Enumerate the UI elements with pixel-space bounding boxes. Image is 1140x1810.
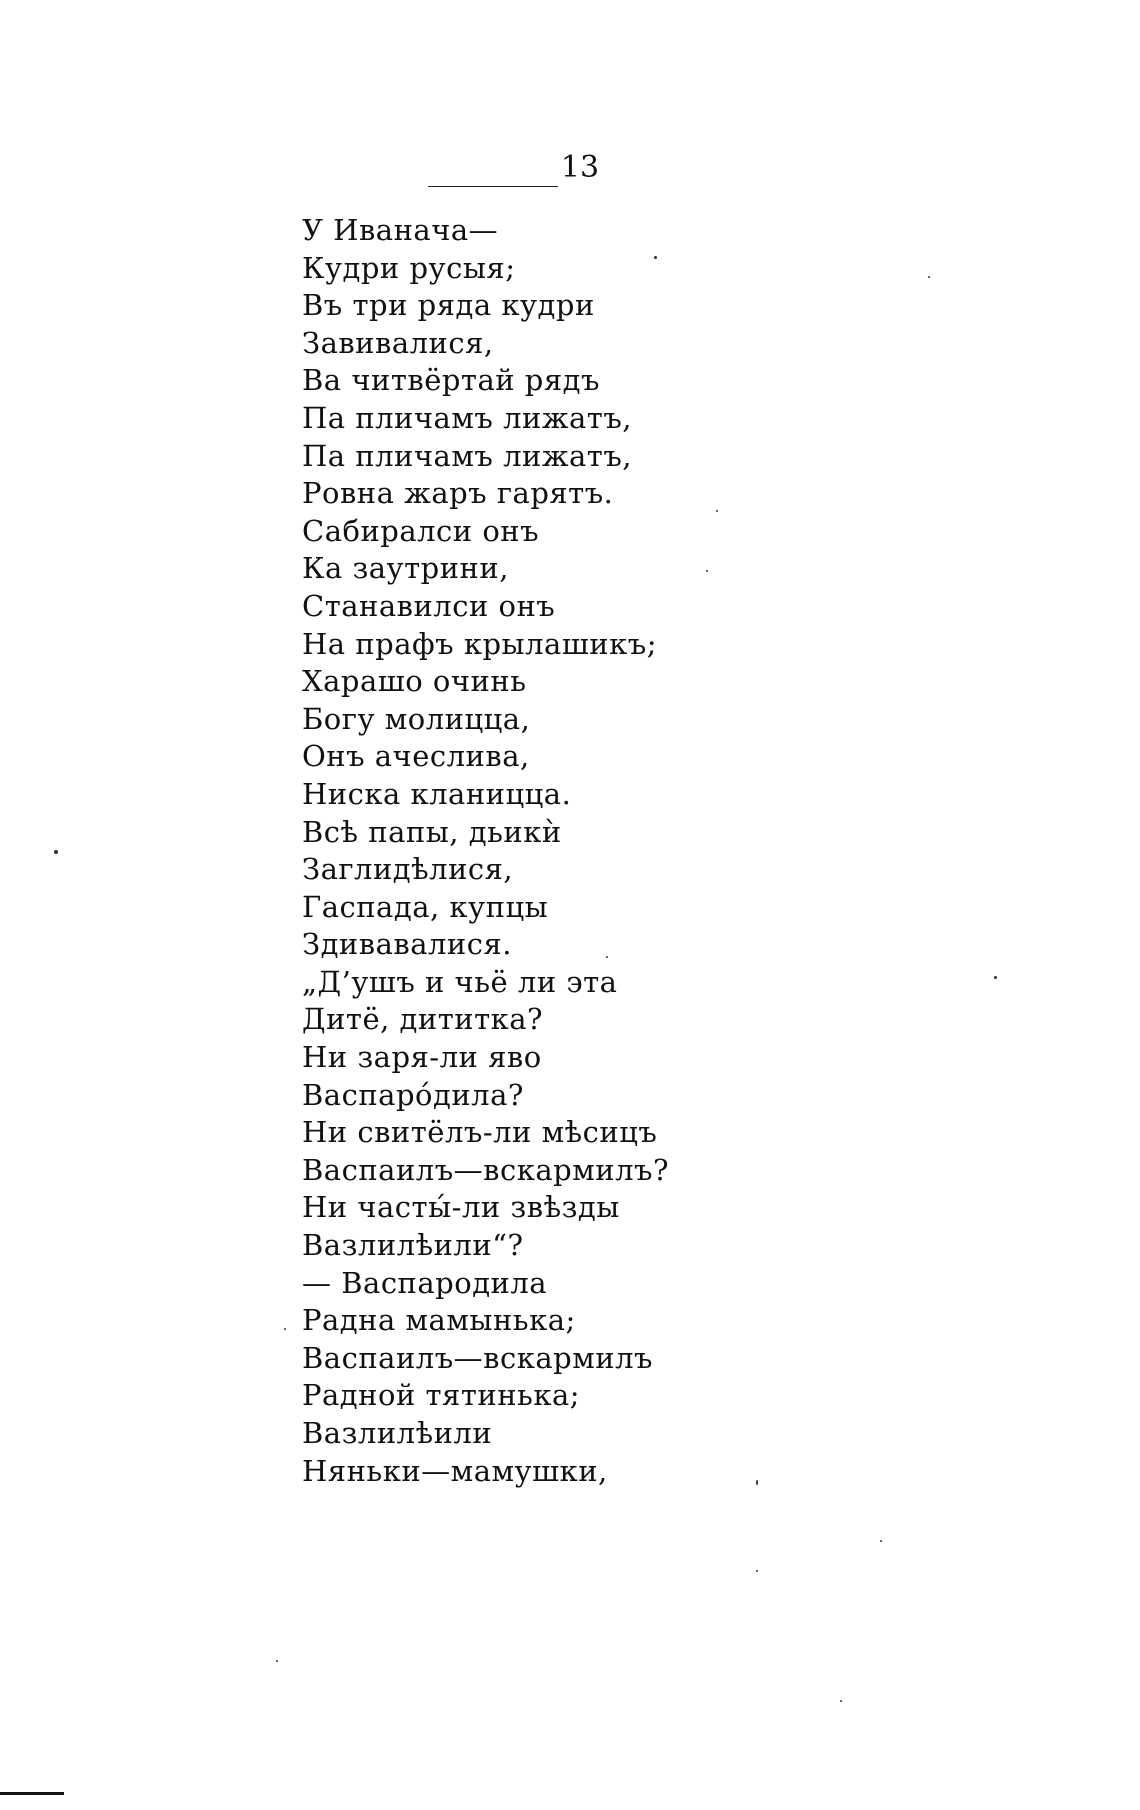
poem-line: Харашо очинь [302,664,527,699]
poem-line: Радна мамынька; [302,1303,576,1338]
poem-line: Станавилси онъ [302,588,556,623]
poem-line: Богу молицца, [302,701,531,736]
poem-line: Онъ ачеслива, [302,739,530,774]
poem-line: Въ три ряда кудри [302,288,595,323]
poem-line: Ни часты́-ли звѣзды [302,1190,620,1225]
scan-speck [606,956,608,958]
poem-line: Всѣ папы, дьикѝ [302,814,562,849]
scan-speck [756,1570,758,1572]
poem-line: Ровна жаръ гарятъ. [302,476,614,511]
scan-speck [994,976,997,979]
scan-speck [284,1328,286,1330]
poem-text [302,212,1002,1490]
scan-speck [928,276,930,278]
poem-line: Здивавалися. [302,927,512,962]
poem-line: „Д’ушъ и чьё ли эта [302,964,618,999]
poem-line: На прафъ крылашикъ; [302,626,657,661]
poem-line: Ниска кланицца. [302,776,572,811]
poem-line: Заглидѣлися, [302,852,514,887]
poem-line: Завивалися, [302,325,494,360]
scan-speck [654,256,657,259]
poem-line: Радной тятинька; [302,1378,581,1413]
poem-line: Васпаро́дила? [302,1077,524,1112]
scan-speck [840,1700,842,1702]
scan-speck [276,1660,278,1662]
poem-line: Гаспада, купцы [302,889,549,924]
poem-line: Васпаилъ—вскармилъ [302,1340,653,1375]
poem-line: Кудри русыя; [302,250,516,285]
poem-line: — Васпародила [302,1265,548,1300]
poem-line: Па пличамъ лижатъ, [302,400,632,435]
poem-line: Няньки—мамушки, [302,1453,608,1488]
poem-line: Сабиралси онъ [302,513,540,548]
page-number: 13 [560,150,600,185]
poem-line: Ни заря-ли яво [302,1040,542,1075]
poem-line: Васпаилъ—вскармилъ? [302,1152,670,1187]
scan-speck [54,850,58,854]
scan-edge-mark [0,1792,64,1795]
scan-speck [880,1540,882,1542]
scan-speck [706,570,708,572]
poem-line: Па пличамъ лижатъ, [302,438,632,473]
poem-line: Дитё, дититка? [302,1002,544,1037]
poem-line: Вазлилѣили [302,1416,493,1450]
page-number-rule [428,186,558,187]
poem-line: Ни свитёлъ-ли мѣсицъ [302,1115,658,1150]
poem-line: Ка заутрини, [302,551,509,586]
poem-line: У Иванача— [302,213,499,247]
poem-line: Вазлилѣили“? [302,1228,524,1263]
poem-line: Ва читвёртай рядъ [302,363,600,398]
scan-speck [756,1480,758,1485]
scan-speck [716,510,718,512]
